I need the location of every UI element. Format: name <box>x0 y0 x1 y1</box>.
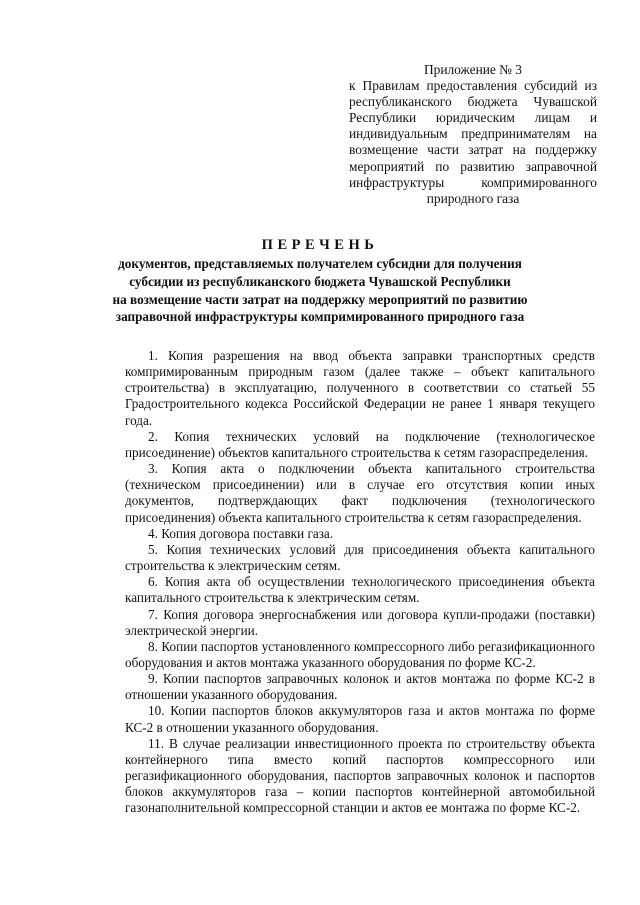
list-item-4: 4. Копия договора поставки газа. <box>148 525 334 541</box>
list-item-2: 2. Копия технических условий на подключение (технологическое присоединение) объектов капитального строительства к сетям газораспределения. <box>125 428 595 460</box>
list-item-7: 7. Копия договора энергоснабжения или договора купли-продажи (поставки) электрической энергии. <box>125 606 595 638</box>
list-item-9: 9. Копии паспортов заправочных колонок и актов монтажа по форме КС-2 в отношении указанного оборудования. <box>125 671 595 703</box>
heading-line: на возмещение части затрат на поддержку мероприятий по развитию <box>112 291 528 307</box>
heading-line: заправочной инфраструктуры компримированного природного газа <box>115 309 525 325</box>
heading-title: ПЕРЕЧЕНЬ <box>261 237 379 253</box>
appendix-text: к Правилам предоставления субсидий из республиканского бюджета Чувашской Республики юридическим лицам и индивидуальным предпринимателям на возмещение части затрат на поддержку мероприятий по развитию заправочной инфраструктуры компримированного <box>349 78 597 190</box>
appendix-text-end: природного газа <box>426 190 520 206</box>
heading-line: субсидии из республиканского бюджета Чувашской Республики <box>129 273 511 289</box>
list-item-11: 11. В случае реализации инвестиционного проекта по строительству объекта контейнерного типа вместо копий паспортов компрессорного или регазификационного оборудования, паспортов заправочных колонок и паспортов блоков аккумуляторов газа – копии паспортов контейнерной автомобильной газонаполнительной компрессорной станции и актов ее монтажа по форме КС-2. <box>125 735 595 816</box>
list-item-10: 10. Копии паспортов блоков аккумуляторов газа и актов монтажа по форме КС-2 в отношении указанного оборудования. <box>125 703 595 735</box>
list-item-6: 6. Копия акта об осуществлении технологического присоединения объекта капитального строительства к электрическим сетям. <box>125 574 595 606</box>
list-item-8: 8. Копии паспортов установленного компрессорного либо регазификационного оборудования и актов монтажа указанного оборудования по форме КС-2. <box>125 638 595 670</box>
list-item-3: 3. Копия акта о подключении объекта капитального строительства (техническом присоединении) или в случае его отсутствия копии иных документов, подтверждающих факт подключения (технологического присоединения) объекта капитального строительства к сетям газораспределения. <box>125 461 595 525</box>
document-list <box>125 348 595 817</box>
appendix-block <box>349 62 597 207</box>
list-item-5: 5. Копия технических условий для присоединения объекта капитального строительства к электрическим сетям. <box>125 541 595 574</box>
document-heading <box>90 236 550 326</box>
list-item-1: 1. Копия разрешения на ввод объекта заправки транспортных средств компримированным природным газом (далее также – объект капитального строительства) в эксплуатацию, полученного в соответствии со статьей 55 Градостроительного кодекса Российской Федерации не ранее 1 января текущего года. <box>125 348 595 428</box>
heading-line: документов, представляемых получателем субсидии для получения <box>118 256 522 271</box>
appendix-title: Приложение № 3 <box>423 62 523 77</box>
